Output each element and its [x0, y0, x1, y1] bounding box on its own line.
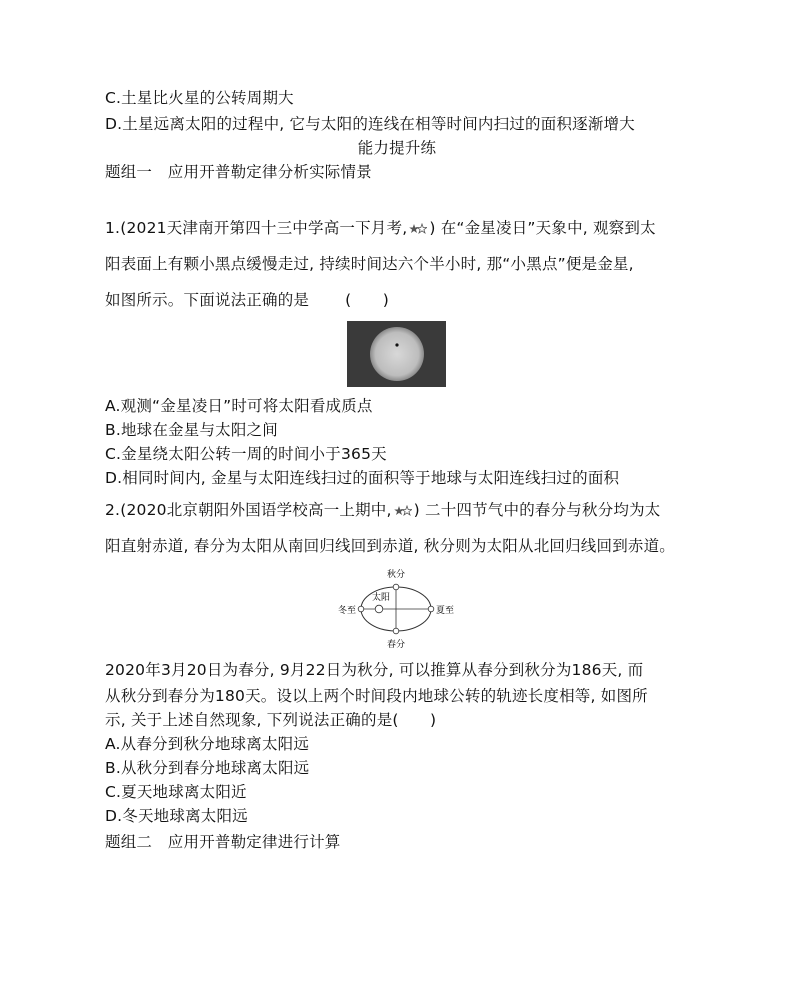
label-autumn-equinox: 秋分	[386, 570, 406, 580]
q2-option-d: D.冬天地球离太阳远	[105, 807, 248, 825]
venus-transit-photo	[347, 321, 446, 387]
label-sun: 太阳	[371, 593, 391, 603]
q2-stem-tail: ) 二十四节气中的春分与秋分均为太	[413, 501, 661, 519]
q1-option-c: C.金星绕太阳公转一周的时间小于365天	[105, 445, 387, 463]
q2-option-a: A.从春分到秋分地球离太阳远	[105, 735, 310, 753]
difficulty-stars-icon	[409, 223, 427, 235]
q2-option-b: B.从秋分到春分地球离太阳远	[105, 759, 310, 777]
q2-stem-line-4: 从秋分到春分为180天。设以上两个时间段内地球公转的轨迹长度相等, 如图所	[105, 687, 648, 705]
earth-bottom	[393, 628, 399, 634]
earth-right	[428, 606, 434, 612]
q1-source: (2021天津南开第四十三中学高一下月考,	[120, 219, 408, 237]
sun-marker	[375, 605, 383, 613]
q2-stem-line-2: 阳直射赤道, 春分为太阳从南回归线回到赤道, 秋分则为太阳从北回归线回到赤道。	[105, 537, 676, 555]
q1-number: 1.	[105, 219, 121, 237]
venus-dot	[395, 343, 398, 346]
q2-stem-line-5: 示, 关于上述自然现象, 下列说法正确的是( )	[105, 711, 437, 729]
earth-top	[393, 584, 399, 590]
group2-title: 题组二 应用开普勒定律进行计算	[105, 833, 341, 851]
q1-stem-tail: ) 在“金星凌日”天象中, 观察到太	[429, 219, 656, 237]
q1-stem-line-1	[105, 218, 656, 238]
prev-option-d: D.土星远离太阳的过程中, 它与太阳的连线在相等时间内扫过的面积逐渐增大	[105, 115, 635, 133]
q1-stem-line-3	[105, 290, 389, 310]
earth-orbit-diagram	[330, 563, 460, 653]
q1-stem-line-2: 阳表面上有颗小黑点缓慢走过, 持续时间达六个半小时, 那“小黑点”便是金星,	[105, 255, 634, 273]
label-winter-solstice: 冬至	[337, 606, 356, 616]
label-summer-solstice: 夏至	[436, 606, 455, 616]
q2-stem-line-3: 2020年3月20日为春分, 9月22日为秋分, 可以推算从春分到秋分为186天, 而	[105, 661, 644, 679]
q2-option-c: C.夏天地球离太阳近	[105, 783, 247, 801]
q1-option-d: D.相同时间内, 金星与太阳连线扫过的面积等于地球与太阳连线扫过的面积	[105, 469, 620, 487]
q2-stem-line-1	[105, 500, 661, 520]
q2-number: 2.	[105, 501, 121, 519]
prev-option-c: C.土星比火星的公转周期大	[105, 89, 294, 107]
q1-answer-parens: ( )	[345, 291, 390, 309]
earth-left	[358, 606, 364, 612]
q1-option-a: A.观测“金星凌日”时可将太阳看成质点	[105, 397, 373, 415]
q1-option-b: B.地球在金星与太阳之间	[105, 421, 278, 439]
sun-disk-image	[347, 321, 446, 387]
section-title: 能力提升练	[357, 139, 437, 157]
label-spring-equinox: 春分	[386, 640, 406, 650]
difficulty-stars-icon	[394, 505, 412, 517]
group1-title: 题组一 应用开普勒定律分析实际情景	[105, 163, 372, 181]
q1-stem-text: 如图所示。下面说法正确的是	[105, 291, 310, 309]
q2-source: (2020北京朝阳外国语学校高一上期中,	[120, 501, 392, 519]
